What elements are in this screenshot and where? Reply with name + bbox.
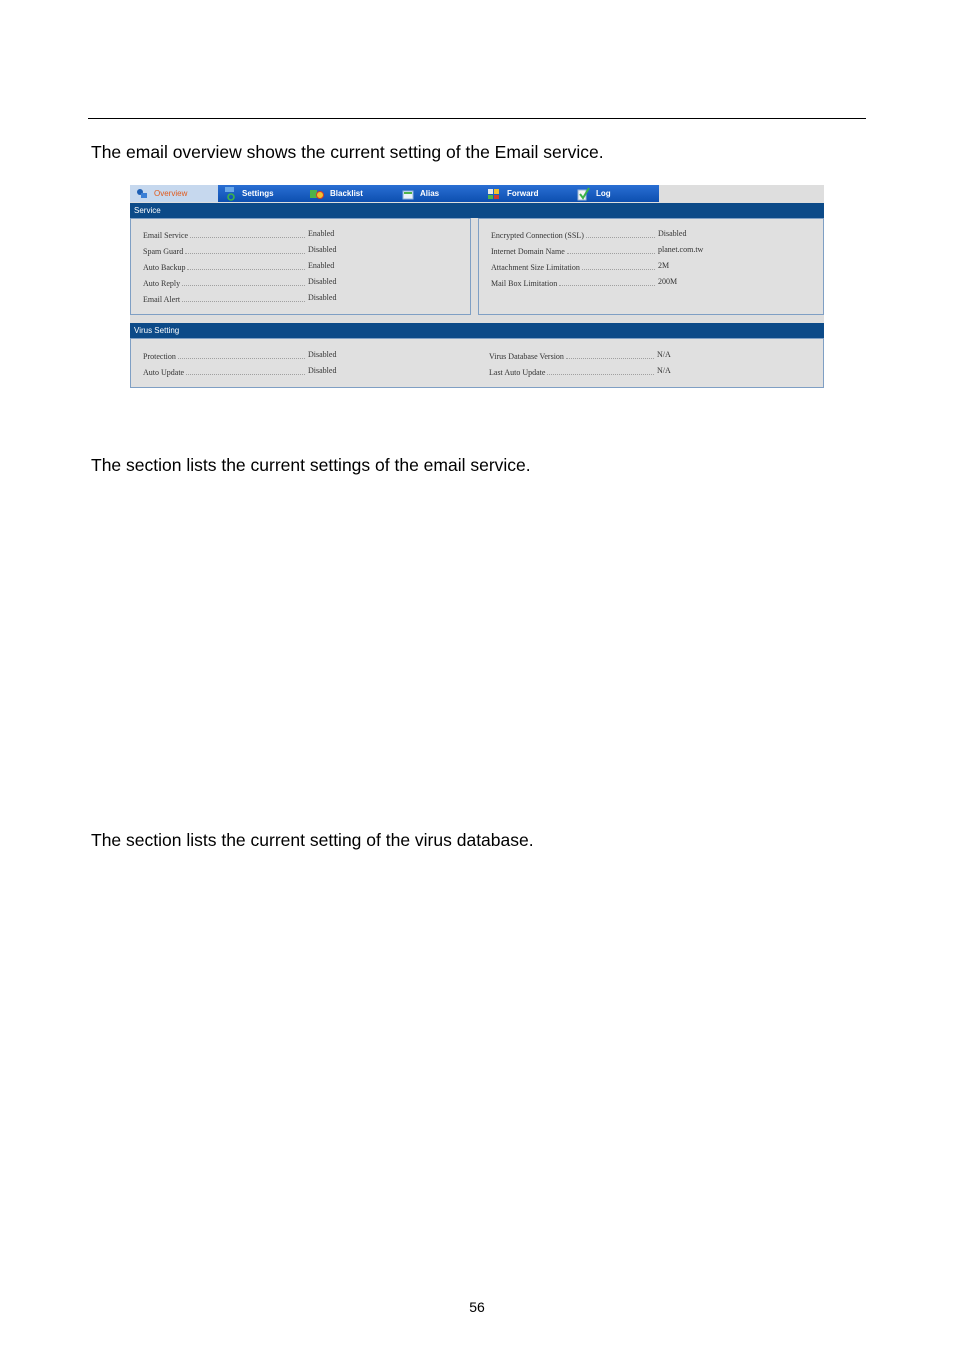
service-row-email-alert: Email Alert Disabled [143, 293, 337, 304]
service-row-email-service: Email Service Enabled [143, 229, 335, 240]
tab-settings[interactable]: Settings [224, 185, 274, 202]
virus-row-last-auto-update: Last Auto Update N/A [489, 366, 671, 377]
header-rule [88, 118, 866, 119]
tab-log[interactable]: Log [576, 185, 611, 202]
service-left-box [130, 218, 471, 315]
forward-icon [487, 188, 501, 200]
virus-row-database-version: Virus Database Version N/A [489, 350, 671, 361]
service-section-header: Service [130, 203, 824, 218]
service-row-auto-reply: Auto Reply Disabled [143, 277, 337, 288]
virus-section-header: Virus Setting [130, 323, 824, 338]
email-overview-screenshot [130, 185, 824, 388]
blacklist-icon [310, 188, 324, 200]
service-right-box [478, 218, 824, 315]
service-section-text: The section lists the current settings of the email service. [91, 455, 531, 475]
service-row-mailbox-limit: Mail Box Limitation 200M [491, 277, 678, 288]
service-row-ssl: Encrypted Connection (SSL) Disabled [491, 229, 687, 240]
overview-icon [136, 188, 148, 200]
virus-row-auto-update: Auto Update Disabled [143, 366, 337, 377]
virus-section-text: The section lists the current setting of the virus database. [91, 830, 534, 850]
service-row-attachment-size: Attachment Size Limitation 2M [491, 261, 670, 272]
tab-overview[interactable]: Overview [130, 185, 218, 202]
tab-alias[interactable]: Alias [402, 185, 439, 202]
tab-forward[interactable]: Forward [487, 185, 539, 202]
service-row-spam-guard: Spam Guard Disabled [143, 245, 337, 256]
settings-icon [224, 187, 236, 201]
tab-blacklist[interactable]: Blacklist [310, 185, 363, 202]
tab-bar [130, 185, 824, 202]
service-row-auto-backup: Auto Backup Enabled [143, 261, 335, 272]
page-number: 56 [469, 1299, 485, 1315]
virus-box [130, 338, 824, 388]
log-icon [576, 187, 590, 201]
intro-text: The email overview shows the current setting of the Email service. [91, 142, 604, 162]
service-row-domain-name: Internet Domain Name planet.com.tw [491, 245, 704, 256]
virus-row-protection: Protection Disabled [143, 350, 337, 361]
alias-icon [402, 188, 414, 200]
